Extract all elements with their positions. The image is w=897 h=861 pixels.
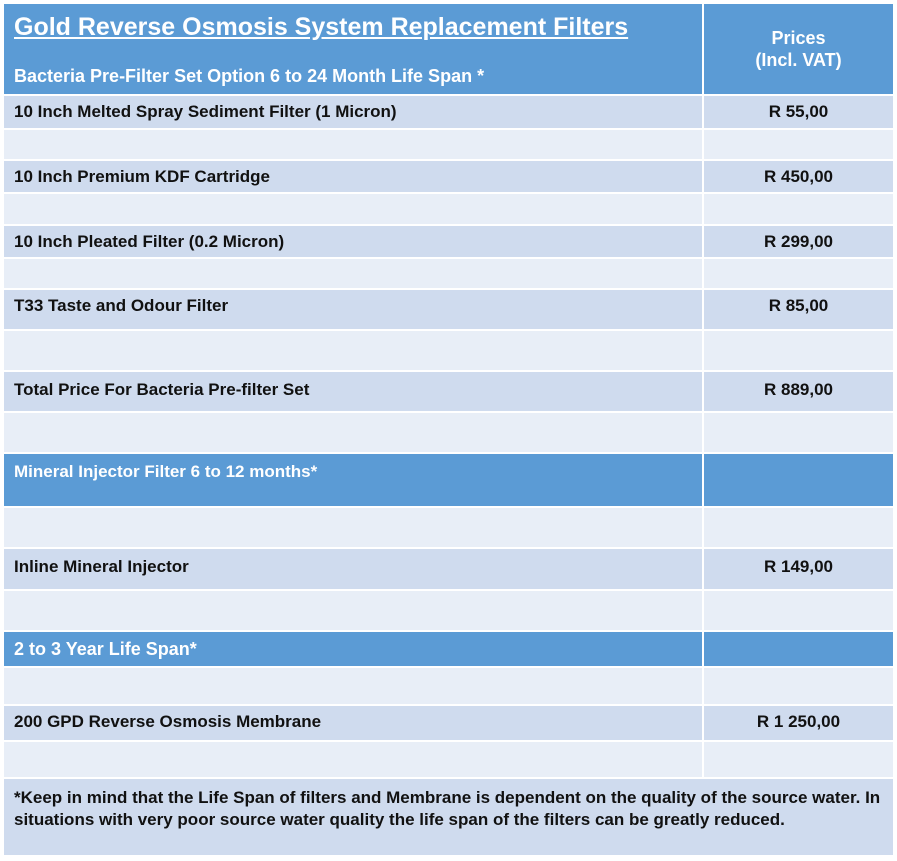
empty-cell — [703, 453, 894, 507]
section-subtitle: Bacteria Pre-Filter Set Option 6 to 24 Month Life Span * — [14, 66, 485, 86]
item-name: 10 Inch Pleated Filter (0.2 Micron) — [3, 225, 703, 258]
empty-cell — [3, 412, 703, 453]
section-header-row — [3, 453, 894, 507]
item-price: R 299,00 — [703, 225, 894, 258]
table-row — [3, 160, 894, 193]
empty-cell — [3, 507, 703, 548]
empty-cell — [703, 631, 894, 667]
table-row — [3, 548, 894, 590]
spacer-row — [3, 330, 894, 371]
item-name: 10 Inch Melted Spray Sediment Filter (1 Micron) — [3, 95, 703, 129]
price-header-cell — [703, 3, 894, 95]
price-header-label: Prices — [771, 28, 826, 48]
table-row — [3, 289, 894, 330]
price-header-vat: (Incl. VAT) — [755, 50, 842, 70]
spacer-row — [3, 507, 894, 548]
spacer-row — [3, 258, 894, 289]
item-name: 200 GPD Reverse Osmosis Membrane — [3, 705, 703, 741]
table-row — [3, 95, 894, 129]
footnote: *Keep in mind that the Life Span of filters and Membrane is dependent on the quality of the source water. In situations with very poor source water quality the life span of the filters can be greatly reduced. — [3, 778, 894, 856]
empty-cell — [3, 129, 703, 160]
title-cell — [3, 3, 703, 95]
header-row — [3, 3, 894, 95]
item-name: T33 Taste and Odour Filter — [3, 289, 703, 330]
item-price: R 889,00 — [703, 371, 894, 412]
empty-cell — [703, 667, 894, 705]
empty-cell — [3, 193, 703, 225]
page-title: Gold Reverse Osmosis System Replacement Filters — [14, 13, 629, 41]
empty-cell — [703, 129, 894, 160]
section-title-mineral: Mineral Injector Filter 6 to 12 months* — [3, 453, 703, 507]
spacer-row — [3, 667, 894, 705]
empty-cell — [703, 330, 894, 371]
spacer-row — [3, 412, 894, 453]
section-title-lifespan: 2 to 3 Year Life Span* — [3, 631, 703, 667]
item-price: R 85,00 — [703, 289, 894, 330]
spacer-row — [3, 741, 894, 778]
empty-cell — [703, 193, 894, 225]
item-name: Total Price For Bacteria Pre-filter Set — [3, 371, 703, 412]
spacer-row — [3, 193, 894, 225]
table-row — [3, 705, 894, 741]
empty-cell — [3, 667, 703, 705]
empty-cell — [703, 741, 894, 778]
empty-cell — [703, 507, 894, 548]
table-row — [3, 225, 894, 258]
empty-cell — [3, 330, 703, 371]
empty-cell — [3, 590, 703, 631]
section-header-row — [3, 631, 894, 667]
item-name: Inline Mineral Injector — [3, 548, 703, 590]
item-price: R 55,00 — [703, 95, 894, 129]
item-price: R 450,00 — [703, 160, 894, 193]
spacer-row — [3, 590, 894, 631]
empty-cell — [703, 590, 894, 631]
table-row — [3, 371, 894, 412]
item-price: R 1 250,00 — [703, 705, 894, 741]
empty-cell — [703, 412, 894, 453]
spacer-row — [3, 129, 894, 160]
item-name: 10 Inch Premium KDF Cartridge — [3, 160, 703, 193]
footnote-row — [3, 778, 894, 856]
empty-cell — [703, 258, 894, 289]
item-price: R 149,00 — [703, 548, 894, 590]
empty-cell — [3, 258, 703, 289]
empty-cell — [3, 741, 703, 778]
